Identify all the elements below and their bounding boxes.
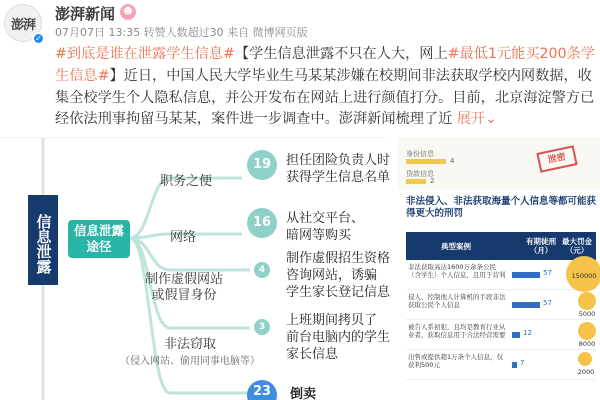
branch-label: 网络 bbox=[170, 230, 197, 245]
account-name[interactable]: 澎湃新闻 bbox=[55, 5, 116, 23]
sentence-months: 57 bbox=[543, 299, 552, 307]
count-bubble: 4 bbox=[254, 262, 270, 278]
table-header bbox=[406, 232, 596, 260]
verified-badge-icon: ✓ bbox=[32, 32, 45, 45]
expand-label[interactable]: 展开 bbox=[456, 111, 486, 128]
post-text-segment: 【学生信息泄露不只在人大，网上 bbox=[234, 46, 448, 62]
chart-row-value: 2 bbox=[430, 177, 435, 185]
infographic-title: 信息泄露 bbox=[28, 195, 58, 285]
hashtag-link[interactable]: #到底是谁在泄露学生信息# bbox=[55, 46, 235, 62]
fine-amount: 150000 bbox=[571, 272, 597, 280]
sentence-bar bbox=[512, 302, 540, 308]
branch-label: 职务之便 bbox=[160, 174, 213, 189]
leak-type-chart bbox=[398, 137, 600, 189]
case-description: 非法获取高达1600万余条公民（含学生）个人信息，且用于营利 bbox=[408, 263, 506, 279]
table-row bbox=[406, 290, 596, 320]
post-text bbox=[55, 44, 595, 131]
table-row bbox=[406, 260, 596, 290]
sentence-months: 7 bbox=[520, 359, 525, 367]
member-level-icon[interactable]: ☻ bbox=[120, 4, 136, 20]
expand-button[interactable] bbox=[457, 111, 497, 127]
post-text-segment: 】近日，中国人民大学毕业生马某某涉嫌在校期间非法获取学校内网数据，收集全校学生个人隐私信息，并公开发布在网站上进行颜值打分。目前，北京海淀警方已经依法刑事拘留马某某，案件进一步调查中。澎湃新闻梳理了近 bbox=[55, 67, 595, 128]
column-header: 有期徒刑（月） bbox=[526, 237, 556, 255]
branch-label: 制作虚假网站 或假冒身份 bbox=[145, 272, 224, 303]
branch-description: 担任团险负责人时 获得学生信息名单 bbox=[286, 153, 391, 185]
hashtag-link[interactable]: #最低1元能买200条学生信息# bbox=[55, 46, 595, 84]
chart-row-value: 4 bbox=[450, 157, 455, 165]
column-header: 最大罚金（元） bbox=[562, 237, 592, 255]
branch-label: 非法窃取 （侵入网站、偷用同事电脑等） bbox=[120, 337, 260, 367]
post-meta: 07月07日 13:35 转赞人数超过30 来自 微博网页版 bbox=[55, 26, 308, 39]
branch-description: 上班期间拷贝了 前台电脑内的学生 家长信息 bbox=[286, 313, 391, 362]
post-header bbox=[0, 0, 600, 43]
count-bubble: 16 bbox=[247, 208, 277, 238]
table-row bbox=[406, 350, 596, 380]
sentence-months: 57 bbox=[543, 269, 552, 277]
count-bubble: 3 bbox=[254, 319, 270, 335]
branch-description: 倒卖 bbox=[290, 387, 317, 400]
fine-bubble bbox=[578, 322, 596, 340]
fine-amount: 5000 bbox=[578, 310, 596, 318]
count-bubble: 19 bbox=[247, 150, 277, 180]
case-description: 被告人系初犯，且均是教育行业从业者，获取信息用于合法经营需要 bbox=[408, 323, 506, 339]
table-row bbox=[406, 320, 596, 350]
sentence-bar bbox=[512, 332, 520, 338]
fine-bubble bbox=[578, 352, 592, 366]
penalty-headline: 非法侵入、非法获取海量个人信息等都可能获得更大的刑罚 bbox=[406, 196, 597, 219]
chart-row-label: 贷款信息 bbox=[406, 170, 434, 178]
fine-amount: 8000 bbox=[578, 340, 596, 348]
case-description: 出售或提供超1万条个人信息，仅获利500元 bbox=[408, 353, 504, 369]
chart-bar bbox=[406, 179, 426, 184]
branch-description: 制作虚假招生资格 咨询网站，诱骗 学生家长登记信息 bbox=[286, 251, 391, 300]
sentence-bar bbox=[512, 272, 540, 278]
fine-bubble bbox=[578, 292, 596, 310]
column-header: 典型案例 bbox=[441, 242, 471, 251]
chart-bar bbox=[406, 159, 446, 164]
hub-node: 信息泄露途径 bbox=[68, 220, 130, 258]
chevron-down-icon: ⌄ bbox=[485, 111, 498, 128]
sentence-months: 12 bbox=[523, 329, 532, 337]
chart-row-label: 身份信息 bbox=[406, 150, 434, 158]
branch-description: 从社交平台、 暗网等购买 bbox=[286, 211, 365, 243]
penalty-infographic[interactable] bbox=[398, 137, 600, 400]
secret-stamp: 泄密 bbox=[536, 145, 577, 172]
fine-amount: 2000 bbox=[577, 368, 595, 376]
sentence-bar bbox=[512, 362, 517, 368]
count-bubble: 23 bbox=[247, 380, 277, 400]
avatar[interactable]: 澎湃 bbox=[4, 4, 42, 42]
case-description: 侵入、控制他人计算机的手段非法获取公民个人信息 bbox=[408, 293, 506, 309]
